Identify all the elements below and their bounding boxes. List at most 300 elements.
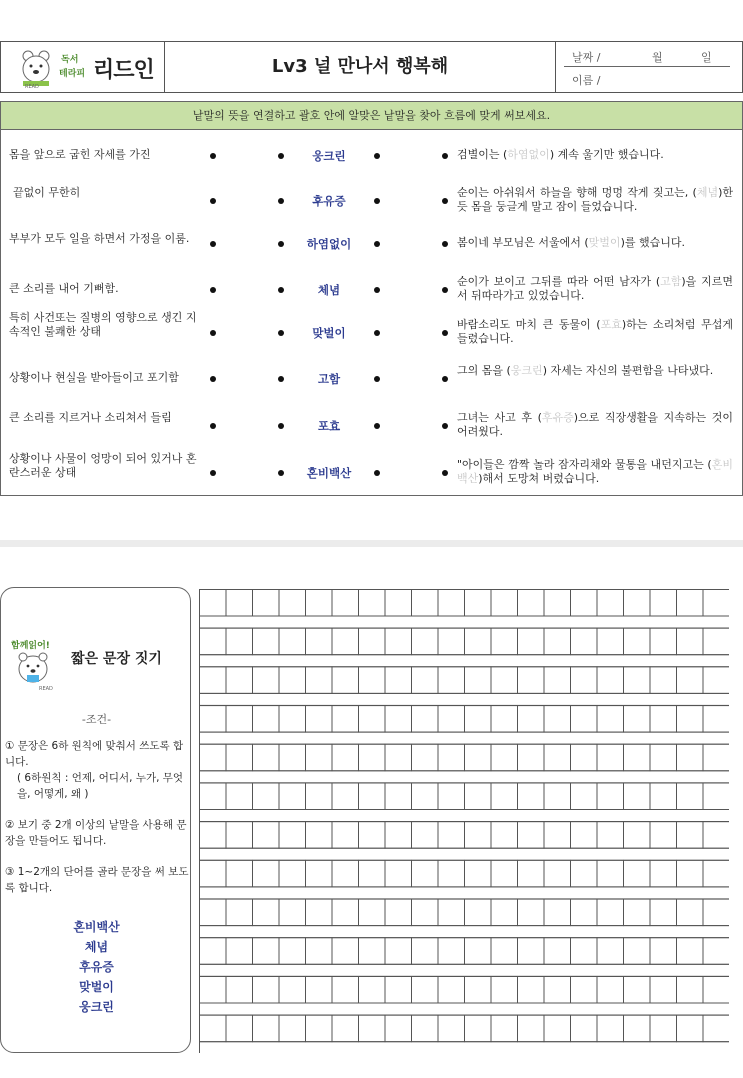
grid-cell[interactable] <box>491 1015 518 1041</box>
grid-cell[interactable] <box>677 899 704 926</box>
grid-cell[interactable] <box>597 783 624 810</box>
grid-cell[interactable] <box>597 590 624 617</box>
grid-cell[interactable] <box>306 590 333 617</box>
sentence-1-after: ) 계속 울기만 했습니다. <box>549 148 664 161</box>
grid-cell[interactable] <box>253 977 280 1004</box>
grid-cell[interactable] <box>226 706 253 733</box>
grid-cell[interactable] <box>650 628 677 655</box>
match-dot-right-2[interactable] <box>442 198 448 204</box>
grid-cell[interactable] <box>438 590 465 617</box>
grid-cell[interactable] <box>359 938 386 965</box>
grid-cell[interactable] <box>571 706 598 733</box>
grid-cell[interactable] <box>438 977 465 1004</box>
grid-cell[interactable] <box>226 744 253 771</box>
grid-cell[interactable] <box>703 938 729 965</box>
grid-cell[interactable] <box>465 744 492 771</box>
match-dot-left-4[interactable] <box>210 287 216 293</box>
grid-cell[interactable] <box>332 628 359 655</box>
grid-cell[interactable] <box>438 706 465 733</box>
day-label: 일 <box>701 51 712 64</box>
grid-cell[interactable] <box>253 628 280 655</box>
grid-cell[interactable] <box>703 590 729 617</box>
grid-cell[interactable] <box>385 899 412 926</box>
grid-cell[interactable] <box>544 783 571 810</box>
match-dot-word-right-1[interactable] <box>374 153 380 159</box>
grid-cell[interactable] <box>491 590 518 617</box>
grid-cell[interactable] <box>624 822 651 849</box>
grid-cell[interactable] <box>465 977 492 1004</box>
grid-cell[interactable] <box>703 977 729 1004</box>
grid-cell[interactable] <box>332 1015 359 1041</box>
grid-cell[interactable] <box>703 860 729 887</box>
grid-cell[interactable] <box>571 590 598 617</box>
grid-cell[interactable] <box>571 938 598 965</box>
match-dot-right-5[interactable] <box>442 330 448 336</box>
grid-cell[interactable] <box>703 899 729 926</box>
grid-cell[interactable] <box>491 783 518 810</box>
grid-cell[interactable] <box>597 1015 624 1041</box>
grid-cell[interactable] <box>332 860 359 887</box>
grid-cell[interactable] <box>226 977 253 1004</box>
grid-cell[interactable] <box>624 977 651 1004</box>
grid-cell[interactable] <box>465 590 492 617</box>
grid-cell[interactable] <box>438 860 465 887</box>
grid-cell[interactable] <box>597 822 624 849</box>
sentence-3-hint: 맞벌이 <box>588 236 621 249</box>
grid-cell[interactable] <box>465 667 492 694</box>
writing-grid[interactable] <box>199 589 729 1053</box>
grid-cell[interactable] <box>518 628 545 655</box>
grid-cell[interactable] <box>279 590 306 617</box>
sentence-7-after: )으로 직장생활을 지속하는 것이 어려웠다. <box>457 411 733 438</box>
grid-cell[interactable] <box>412 822 439 849</box>
grid-cell[interactable] <box>279 783 306 810</box>
grid-cell[interactable] <box>491 899 518 926</box>
logo-small-text-2: 테라피 <box>59 69 86 79</box>
grid-cell[interactable] <box>544 1015 571 1041</box>
grid-cell[interactable] <box>359 744 386 771</box>
grid-cell[interactable] <box>438 667 465 694</box>
grid-cell[interactable] <box>438 783 465 810</box>
grid-cell[interactable] <box>518 783 545 810</box>
grid-cell[interactable] <box>571 860 598 887</box>
grid-cell[interactable] <box>465 706 492 733</box>
grid-cell[interactable] <box>571 628 598 655</box>
grid-cell[interactable] <box>491 977 518 1004</box>
grid-cell[interactable] <box>253 1015 280 1041</box>
grid-cell[interactable] <box>677 590 704 617</box>
grid-cell[interactable] <box>465 822 492 849</box>
grid-cell[interactable] <box>650 977 677 1004</box>
grid-cell[interactable] <box>465 1015 492 1041</box>
grid-row[interactable] <box>200 899 730 938</box>
grid-cell[interactable] <box>385 938 412 965</box>
grid-cell[interactable] <box>200 977 227 1004</box>
grid-cell[interactable] <box>677 977 704 1004</box>
grid-cell[interactable] <box>438 938 465 965</box>
grid-cell[interactable] <box>359 667 386 694</box>
grid-cell[interactable] <box>385 667 412 694</box>
grid-row[interactable] <box>200 706 730 745</box>
grid-cell[interactable] <box>226 783 253 810</box>
grid-cell[interactable] <box>491 706 518 733</box>
grid-cell[interactable] <box>677 628 704 655</box>
word-bank-4: 맞벌이 <box>79 980 114 994</box>
grid-cell[interactable] <box>438 1015 465 1041</box>
grid-cell[interactable] <box>518 977 545 1004</box>
sentence-6-before: 그의 몸을 ( <box>457 364 511 377</box>
grid-cell[interactable] <box>624 860 651 887</box>
grid-cell[interactable] <box>491 744 518 771</box>
grid-cell[interactable] <box>597 706 624 733</box>
grid-cell[interactable] <box>624 938 651 965</box>
word-6: 고함 <box>317 372 341 386</box>
grid-cell[interactable] <box>438 822 465 849</box>
grid-cell[interactable] <box>332 899 359 926</box>
grid-cell[interactable] <box>438 899 465 926</box>
grid-cell[interactable] <box>597 860 624 887</box>
grid-cell[interactable] <box>279 667 306 694</box>
grid-spacer-band <box>200 732 730 744</box>
grid-cell[interactable] <box>279 938 306 965</box>
grid-cell[interactable] <box>624 1015 651 1041</box>
grid-cell[interactable] <box>359 1015 386 1041</box>
match-dot-left-6[interactable] <box>210 376 216 382</box>
grid-cell[interactable] <box>279 1015 306 1041</box>
grid-cell[interactable] <box>306 860 333 887</box>
grid-cell[interactable] <box>650 590 677 617</box>
grid-cell[interactable] <box>412 706 439 733</box>
grid-cell[interactable] <box>253 822 280 849</box>
grid-cell[interactable] <box>544 744 571 771</box>
grid-cell[interactable] <box>624 590 651 617</box>
grid-cell[interactable] <box>438 744 465 771</box>
grid-cell[interactable] <box>200 706 227 733</box>
match-dot-word-right-4[interactable] <box>374 287 380 293</box>
date-name-box <box>555 42 742 92</box>
grid-cell[interactable] <box>200 590 227 617</box>
match-dot-right-6[interactable] <box>442 376 448 382</box>
grid-cell[interactable] <box>465 899 492 926</box>
match-dot-left-7[interactable] <box>210 423 216 429</box>
grid-cell[interactable] <box>597 899 624 926</box>
grid-cell[interactable] <box>226 590 253 617</box>
match-dot-right-3[interactable] <box>442 241 448 247</box>
grid-cell[interactable] <box>332 783 359 810</box>
grid-cell[interactable] <box>359 590 386 617</box>
match-dot-left-3[interactable] <box>210 241 216 247</box>
grid-cell[interactable] <box>650 822 677 849</box>
match-dot-left-1[interactable] <box>210 153 216 159</box>
grid-cell[interactable] <box>332 822 359 849</box>
grid-cell[interactable] <box>253 744 280 771</box>
sentence-3 <box>457 236 733 250</box>
grid-cell[interactable] <box>332 977 359 1004</box>
grid-cell[interactable] <box>677 1015 704 1041</box>
date-underline <box>564 66 730 67</box>
word-bank-1: 혼비백산 <box>73 920 120 934</box>
grid-cell[interactable] <box>226 860 253 887</box>
grid-cell[interactable] <box>597 667 624 694</box>
grid-cell[interactable] <box>226 938 253 965</box>
grid-cell[interactable] <box>200 938 227 965</box>
match-dot-right-7[interactable] <box>442 423 448 429</box>
grid-cell[interactable] <box>306 899 333 926</box>
grid-cell[interactable] <box>518 899 545 926</box>
grid-cell[interactable] <box>465 938 492 965</box>
match-dot-left-8[interactable] <box>210 470 216 476</box>
grid-row[interactable] <box>200 977 730 1016</box>
grid-cell[interactable] <box>624 667 651 694</box>
grid-cell[interactable] <box>332 667 359 694</box>
grid-cell[interactable] <box>518 938 545 965</box>
grid-cell[interactable] <box>465 783 492 810</box>
grid-cell[interactable] <box>544 822 571 849</box>
grid-row[interactable] <box>200 744 730 783</box>
grid-cell[interactable] <box>279 628 306 655</box>
grid-cell[interactable] <box>279 706 306 733</box>
grid-cell[interactable] <box>677 822 704 849</box>
grid-cell[interactable] <box>597 977 624 1004</box>
grid-cell[interactable] <box>650 860 677 887</box>
grid-cell[interactable] <box>253 783 280 810</box>
grid-cell[interactable] <box>703 822 729 849</box>
grid-cell[interactable] <box>650 783 677 810</box>
instruction-banner: 낱말의 뜻을 연결하고 괄호 안에 알맞은 낱말을 찾아 흐름에 맞게 써보세요. <box>1 102 742 130</box>
grid-cell[interactable] <box>518 1015 545 1041</box>
grid-cell[interactable] <box>385 1015 412 1041</box>
grid-cell[interactable] <box>306 783 333 810</box>
grid-cell[interactable] <box>677 860 704 887</box>
grid-cell[interactable] <box>385 977 412 1004</box>
grid-cell[interactable] <box>677 938 704 965</box>
grid-cell[interactable] <box>597 938 624 965</box>
grid-cell[interactable] <box>200 667 227 694</box>
sentence-4 <box>457 275 733 303</box>
grid-cell[interactable] <box>465 860 492 887</box>
match-dot-word-right-8[interactable] <box>374 470 380 476</box>
grid-cell[interactable] <box>253 860 280 887</box>
grid-cell[interactable] <box>279 822 306 849</box>
grid-cell[interactable] <box>571 783 598 810</box>
grid-cell[interactable] <box>306 667 333 694</box>
grid-cell[interactable] <box>491 628 518 655</box>
grid-cell[interactable] <box>253 899 280 926</box>
grid-cell[interactable] <box>332 706 359 733</box>
grid-cell[interactable] <box>518 590 545 617</box>
grid-cell[interactable] <box>571 822 598 849</box>
grid-cell[interactable] <box>200 628 227 655</box>
grid-cell[interactable] <box>226 822 253 849</box>
word-2: 후유증 <box>312 194 346 208</box>
grid-cell[interactable] <box>253 938 280 965</box>
match-dot-word-right-3[interactable] <box>374 241 380 247</box>
grid-cell[interactable] <box>412 783 439 810</box>
grid-cell[interactable] <box>332 590 359 617</box>
grid-cell[interactable] <box>571 667 598 694</box>
grid-cell[interactable] <box>226 899 253 926</box>
grid-cell[interactable] <box>412 590 439 617</box>
grid-cell[interactable] <box>518 822 545 849</box>
grid-row[interactable] <box>200 822 730 861</box>
grid-cell[interactable] <box>677 744 704 771</box>
grid-cell[interactable] <box>279 977 306 1004</box>
grid-cell[interactable] <box>412 1015 439 1041</box>
grid-cell[interactable] <box>332 744 359 771</box>
match-dot-word-right-7[interactable] <box>374 423 380 429</box>
grid-cell[interactable] <box>412 860 439 887</box>
grid-cell[interactable] <box>306 822 333 849</box>
grid-cell[interactable] <box>359 860 386 887</box>
grid-cell[interactable] <box>385 783 412 810</box>
grid-cell[interactable] <box>438 628 465 655</box>
grid-cell[interactable] <box>624 899 651 926</box>
grid-cell[interactable] <box>544 590 571 617</box>
grid-cell[interactable] <box>200 860 227 887</box>
grid-cell[interactable] <box>677 667 704 694</box>
grid-cell[interactable] <box>253 590 280 617</box>
grid-cell[interactable] <box>571 977 598 1004</box>
grid-cell[interactable] <box>491 667 518 694</box>
grid-row[interactable] <box>200 860 730 899</box>
grid-cell[interactable] <box>677 706 704 733</box>
grid-cell[interactable] <box>624 628 651 655</box>
grid-cell[interactable] <box>306 977 333 1004</box>
grid-cell[interactable] <box>332 938 359 965</box>
sentence-5 <box>457 318 733 346</box>
grid-cell[interactable] <box>544 938 571 965</box>
grid-cell[interactable] <box>306 1015 333 1041</box>
grid-row[interactable] <box>200 628 730 667</box>
grid-cell[interactable] <box>650 744 677 771</box>
grid-cell[interactable] <box>306 628 333 655</box>
grid-row[interactable] <box>200 1015 730 1053</box>
grid-cell[interactable] <box>650 706 677 733</box>
grid-cell[interactable] <box>200 899 227 926</box>
grid-cell[interactable] <box>544 899 571 926</box>
grid-cell[interactable] <box>385 860 412 887</box>
grid-cell[interactable] <box>571 899 598 926</box>
grid-row[interactable] <box>200 783 730 822</box>
sentence-8-before: "아이들은 깜짝 놀라 잠자리채와 물통을 내던지고는 ( <box>457 458 712 471</box>
grid-cell[interactable] <box>306 744 333 771</box>
grid-cell[interactable] <box>491 860 518 887</box>
grid-cell[interactable] <box>385 822 412 849</box>
grid-cell[interactable] <box>226 667 253 694</box>
grid-row[interactable] <box>200 938 730 977</box>
grid-cell[interactable] <box>544 977 571 1004</box>
grid-cell[interactable] <box>412 938 439 965</box>
grid-cell[interactable] <box>518 706 545 733</box>
word-8: 혼비백산 <box>306 466 352 480</box>
grid-cell[interactable] <box>279 860 306 887</box>
grid-cell[interactable] <box>359 822 386 849</box>
grid-cell[interactable] <box>200 1015 227 1041</box>
grid-cell[interactable] <box>279 899 306 926</box>
grid-cell[interactable] <box>385 590 412 617</box>
match-dot-left-2[interactable] <box>210 198 216 204</box>
grid-cell[interactable] <box>703 744 729 771</box>
grid-cell[interactable] <box>544 628 571 655</box>
grid-cell[interactable] <box>359 706 386 733</box>
grid-cell[interactable] <box>412 667 439 694</box>
grid-cell[interactable] <box>650 938 677 965</box>
rule-1-note: ( 6하원칙 : 언제, 어디서, 누가, 무엇을, 어떻게, 왜 ) <box>17 772 184 800</box>
grid-cell[interactable] <box>544 706 571 733</box>
sentence-4-before: 순이가 보이고 그뒤를 따라 어떤 남자가 ( <box>457 275 661 288</box>
grid-cell[interactable] <box>385 706 412 733</box>
grid-cell[interactable] <box>306 938 333 965</box>
grid-cell[interactable] <box>412 899 439 926</box>
match-dot-left-5[interactable] <box>210 330 216 336</box>
grid-cell[interactable] <box>624 744 651 771</box>
grid-cell[interactable] <box>544 860 571 887</box>
grid-cell[interactable] <box>306 706 333 733</box>
grid-cell[interactable] <box>518 860 545 887</box>
grid-cell[interactable] <box>279 744 306 771</box>
grid-cell[interactable] <box>624 706 651 733</box>
match-dot-right-4[interactable] <box>442 287 448 293</box>
grid-cell[interactable] <box>650 899 677 926</box>
grid-cell[interactable] <box>703 706 729 733</box>
grid-cell[interactable] <box>571 744 598 771</box>
grid-cell[interactable] <box>200 783 227 810</box>
grid-cell[interactable] <box>650 1015 677 1041</box>
grid-cell[interactable] <box>200 822 227 849</box>
grid-row[interactable] <box>200 667 730 706</box>
grid-cell[interactable] <box>359 783 386 810</box>
grid-cell[interactable] <box>385 628 412 655</box>
match-dot-word-right-5[interactable] <box>374 330 380 336</box>
grid-cell[interactable] <box>491 938 518 965</box>
grid-cell[interactable] <box>703 628 729 655</box>
grid-cell[interactable] <box>253 667 280 694</box>
grid-cell[interactable] <box>518 667 545 694</box>
match-dot-word-right-2[interactable] <box>374 198 380 204</box>
grid-cell[interactable] <box>597 628 624 655</box>
grid-cell[interactable] <box>571 1015 598 1041</box>
grid-cell[interactable] <box>624 783 651 810</box>
grid-cell[interactable] <box>703 783 729 810</box>
grid-row[interactable] <box>200 590 730 629</box>
match-dot-word-right-6[interactable] <box>374 376 380 382</box>
grid-cell[interactable] <box>385 744 412 771</box>
grid-cell[interactable] <box>226 1015 253 1041</box>
grid-cell[interactable] <box>359 628 386 655</box>
grid-cell[interactable] <box>703 1015 729 1041</box>
grid-cell[interactable] <box>597 744 624 771</box>
sentence-2-before: 순이는 아쉬워서 하늘을 향해 멍멍 작게 짖고는, ( <box>457 186 697 199</box>
grid-cell[interactable] <box>465 628 492 655</box>
grid-cell[interactable] <box>412 628 439 655</box>
match-dot-right-1[interactable] <box>442 153 448 159</box>
sentence-5-after: )하는 소리처럼 무섭게 들렸습니다. <box>457 318 733 345</box>
grid-cell[interactable] <box>518 744 545 771</box>
match-dot-right-8[interactable] <box>442 470 448 476</box>
grid-cell[interactable] <box>253 706 280 733</box>
grid-cell[interactable] <box>650 667 677 694</box>
grid-cell[interactable] <box>226 628 253 655</box>
grid-cell[interactable] <box>359 899 386 926</box>
grid-cell[interactable] <box>544 667 571 694</box>
grid-cell[interactable] <box>200 744 227 771</box>
grid-cell[interactable] <box>677 783 704 810</box>
grid-cell[interactable] <box>703 667 729 694</box>
grid-cell[interactable] <box>412 977 439 1004</box>
grid-cell[interactable] <box>359 977 386 1004</box>
grid-cell[interactable] <box>412 744 439 771</box>
grid-cell[interactable] <box>491 822 518 849</box>
